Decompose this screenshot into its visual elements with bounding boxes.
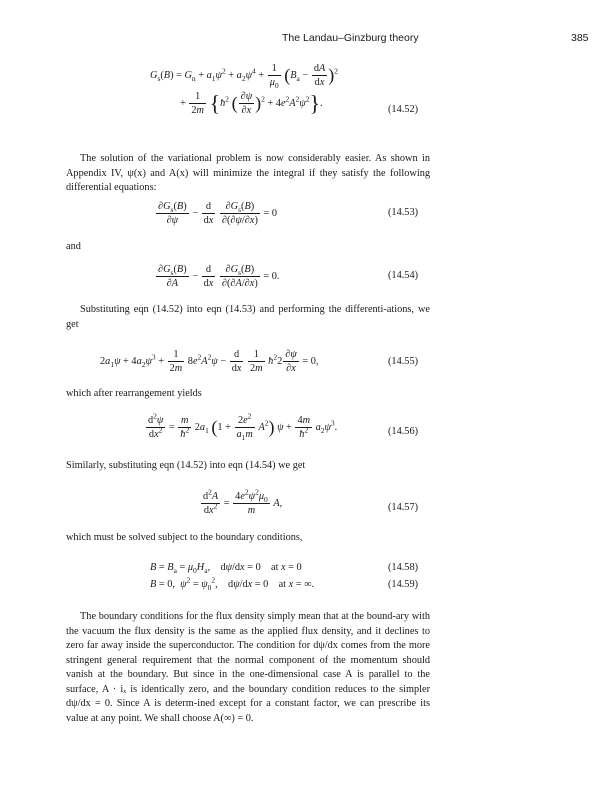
equation-14-57: $\frac{d^2A}{dx^2}$ = $\frac{4e^2\psi^2\mu_0}{m}$ A, bbox=[203, 487, 283, 516]
paragraph: The solution of the variational problem is now considerably easier. As shown in Appendix IV, ψ(x) and A(x) will minimize the integral if they satisfy the following differential equations: bbox=[66, 153, 430, 193]
equation-number: (14.53) bbox=[388, 207, 419, 218]
paragraph: and bbox=[66, 241, 81, 252]
equation-number: (14.52) bbox=[388, 104, 419, 115]
paragraph: Similarly, substituting eqn (14.52) into eqn (14.54) we get bbox=[66, 460, 306, 471]
running-header-title: The Landau–Ginzburg theory bbox=[282, 32, 419, 44]
page-number: 385 bbox=[571, 32, 589, 44]
equation-number: (14.58) bbox=[388, 562, 419, 573]
equation-14-54: $\frac{\partial G_s(B)}{\partial A}$ − $\frac{d}{dx}$ $\frac{\partial G_s(B)}{\partial(\partial A/\partial x)}$ = 0. bbox=[158, 264, 280, 289]
paragraph: which after rearrangement yields bbox=[66, 388, 202, 399]
equation-14-52-line1: $G_s(B) = G_n + a_1\psi^2 + a_2\psi^4$ + $\frac{1}{\mu_0}$ ($B_a$ − $\frac{dA}{dx}$ )$^2$ bbox=[150, 63, 339, 91]
equation-14-59: B = 0, $\psi^2 = \psi_0^2$, dψ/dx = 0 at x = ∞. bbox=[150, 575, 315, 593]
equation-14-53: $\frac{\partial G_s(B)}{\partial\psi}$ − $\frac{d}{dx}$ $\frac{\partial G_s(B)}{\partial(\partial\psi/\partial x)}$ = 0 bbox=[158, 201, 277, 226]
equation-number: (14.54) bbox=[388, 270, 419, 281]
equation-14-55: $2a_1\psi + 4a_2\psi^3$ + $\frac{1}{2m}$ $8e^2A^2\psi$ − $\frac{d}{dx}$ $\frac{1}{2m}$ $ħ^22$ $\frac{\partial\psi}{\partial x}$ = 0, bbox=[100, 349, 319, 374]
equation-number: (14.55) bbox=[388, 356, 419, 367]
equation-14-52-line2: + $\frac{1}{2m}$ {$ħ^2$ ( $\frac{\partial\psi}{\partial x}$ )$^2 + 4e^2A^2\psi^2$}. bbox=[180, 90, 323, 116]
equation-14-56: $\frac{d^2\psi}{dx^2}$ = $\frac{m}{ħ^2}$ $2a_1$ (1 + $\frac{2e^2}{a_1m}$ $A^2$) ψ + $\frac{4m}{ħ^2}$ $a_2\psi^3$. bbox=[148, 411, 338, 443]
paragraph: The boundary conditions for the flux density simply mean that at the bound-ary with the vacuum the flux density is the same as the applied flux density, and it declines to zero far away inside the superconductor. The condition for dψ/dx comes from the more stringent general requirement that the normal component of the momentum should vanish at the boundary. But since in the one-dimensional case A is parallel to the surface, A · iₓ is identically zero, and the boundary condition reduces to the simpler dψ/dx = 0. Since A is determ-ined except for a constant factor, we can prescribe its value at any point. We shall choose A(∞) = 0. bbox=[66, 611, 430, 724]
equation-number: (14.59) bbox=[388, 579, 419, 590]
equation-14-58: $B = B_a = \mu_0H_a$, dψ/dx = 0 at x = 0 bbox=[150, 562, 302, 576]
paragraph: which must be solved subject to the boundary conditions, bbox=[66, 532, 303, 543]
equation-number: (14.56) bbox=[388, 426, 419, 437]
equation-number: (14.57) bbox=[388, 502, 419, 513]
paragraph: Substituting eqn (14.52) into eqn (14.53) and performing the differenti-ations, we get bbox=[66, 304, 430, 330]
